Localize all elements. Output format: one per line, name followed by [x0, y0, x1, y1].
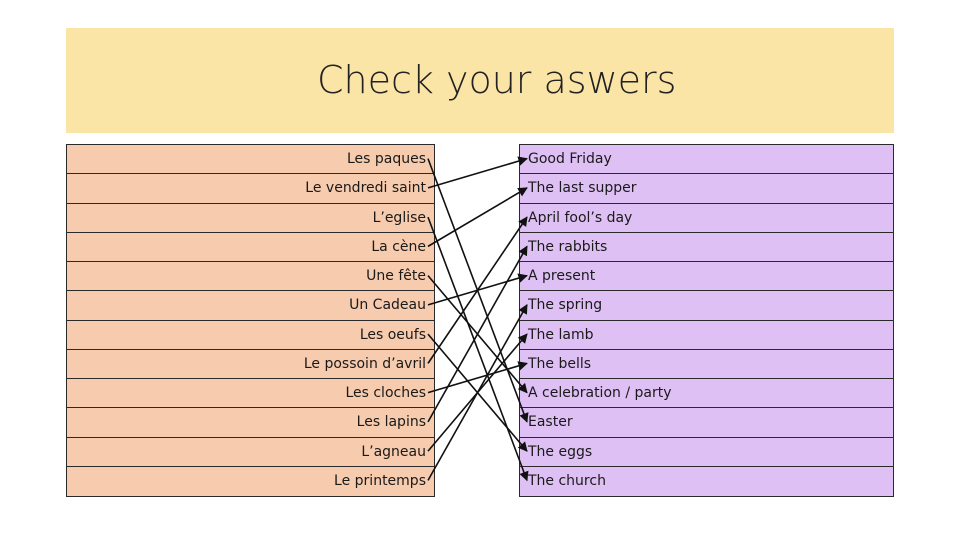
french-term: Le possoin d’avril	[67, 350, 434, 379]
match-arrow	[428, 363, 527, 392]
french-term: La cène	[67, 233, 434, 262]
english-term: A celebration / party	[520, 379, 893, 408]
english-term: The last supper	[520, 174, 893, 203]
english-term: The rabbits	[520, 233, 893, 262]
match-arrow	[428, 159, 527, 188]
english-terms-column	[519, 144, 894, 497]
match-arrow	[428, 246, 527, 422]
english-term: The church	[528, 472, 606, 489]
match-arrow	[428, 334, 527, 451]
english-term: Easter	[520, 408, 893, 437]
english-term: The spring	[520, 291, 893, 320]
english-term: The bells	[520, 350, 893, 379]
match-arrow	[428, 188, 527, 247]
english-term: April fool’s day	[520, 204, 893, 233]
french-terms-column	[66, 144, 435, 497]
french-term: Le vendredi saint	[67, 174, 434, 203]
match-arrow	[428, 217, 527, 480]
english-term: The eggs	[520, 438, 893, 467]
french-term: Les cloches	[67, 379, 434, 408]
french-term: L’eglise	[67, 204, 434, 233]
match-arrow	[428, 334, 527, 451]
slide-title: Check your aswers	[317, 58, 677, 102]
french-term: Les paques	[67, 145, 434, 174]
french-term: Le printemps	[334, 472, 426, 489]
english-term: Good Friday	[520, 145, 893, 174]
english-term: A present	[520, 262, 893, 291]
french-term: L’agneau	[67, 438, 434, 467]
match-arrow	[428, 305, 527, 481]
match-arrow	[428, 217, 527, 363]
french-term: Les lapins	[67, 408, 434, 437]
match-arrow	[428, 159, 527, 422]
french-term: Une fête	[67, 262, 434, 291]
french-term: Un Cadeau	[67, 291, 434, 320]
match-arrow	[428, 276, 527, 305]
english-term: The lamb	[520, 321, 893, 350]
match-arrow	[428, 276, 527, 393]
french-term: Les oeufs	[67, 321, 434, 350]
